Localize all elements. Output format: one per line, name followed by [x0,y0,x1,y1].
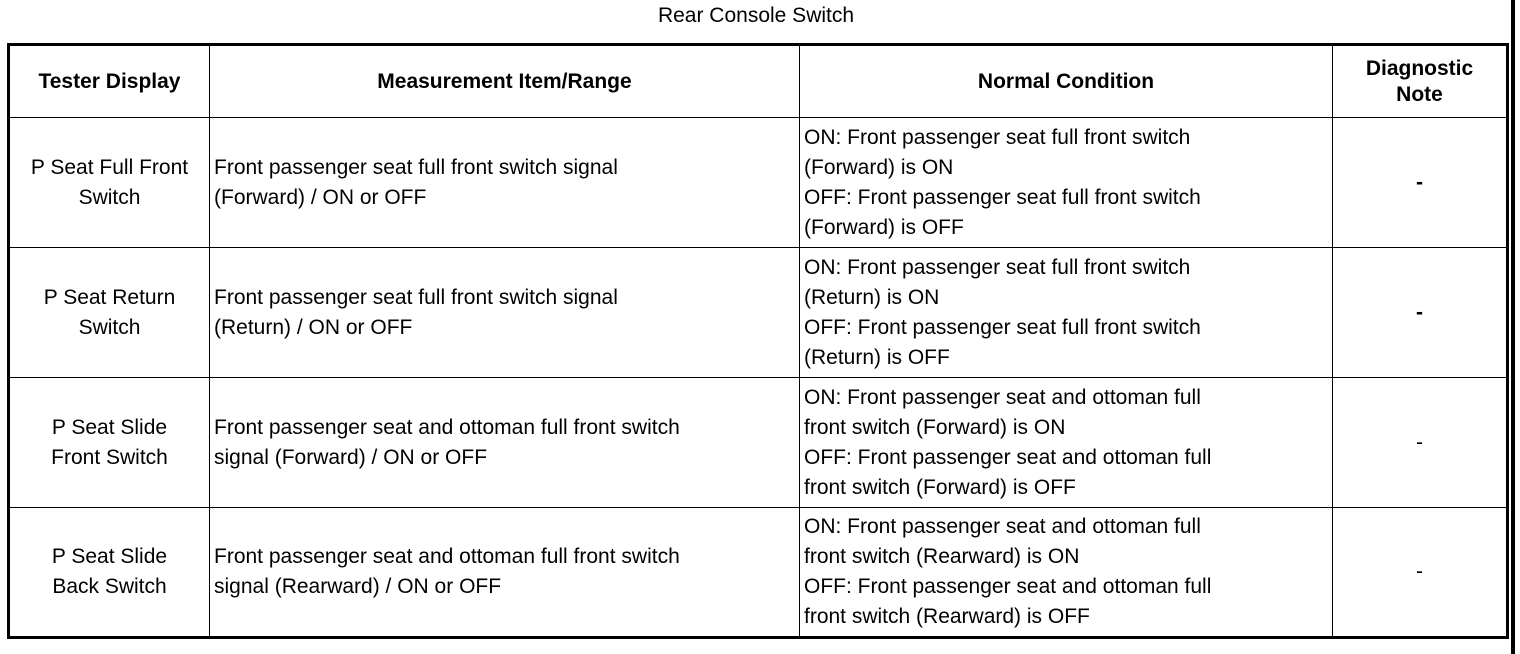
normal-condition-line: front switch (Rearward) is ON [804,545,1080,568]
measurement-cell [210,248,800,378]
measurement-line: Front passenger seat full front switch signal [214,285,618,309]
header-diagnostic-note-line-1: Diagnostic [1365,56,1474,80]
measurement-line: (Return) / ON or OFF [214,315,413,339]
normal-condition-line: ON: Front passenger seat full front switch [804,255,1191,279]
measurement-line: Front passenger seat full front switch signal [214,155,618,179]
normal-condition-cell [800,378,1333,508]
measurement-line: Front passenger seat and ottoman full front switch [214,415,680,439]
tester-display-cell [9,118,210,248]
measurement-line: (Forward) / ON or OFF [214,185,427,209]
measurement-line: Front passenger seat and ottoman full front switch [214,545,680,568]
tester-display-line: Switch [78,315,141,339]
normal-condition-cell [800,248,1333,378]
header-diagnostic-note [1333,45,1508,118]
header-normal-condition: Normal Condition [800,45,1333,118]
normal-condition-line: (Return) is OFF [804,345,950,369]
header-row [9,45,1508,118]
table-title: Rear Console Switch [657,4,855,27]
diagnostic-note-cell: - [1333,378,1508,508]
tester-display-line: Switch [78,185,141,209]
normal-condition-line: (Forward) is OFF [804,215,964,239]
tester-display-line: Front Switch [51,445,168,469]
normal-condition-line: OFF: Front passenger seat and ottoman full [804,445,1212,469]
tester-display-line: Back Switch [52,575,167,598]
normal-condition-line: ON: Front passenger seat and ottoman full [804,385,1201,409]
data-table [7,43,1509,639]
measurement-line: signal (Rearward) / ON or OFF [214,575,502,598]
measurement-cell [210,508,800,638]
measurement-line: signal (Forward) / ON or OFF [214,445,488,469]
normal-condition-line: front switch (Forward) is OFF [804,475,1076,499]
diagnostic-note-cell: - [1333,508,1508,638]
normal-condition-line: ON: Front passenger seat full front switch [804,125,1191,149]
diagnostic-note-cell: - [1333,118,1508,248]
tester-display-cell [9,508,210,638]
normal-condition-line: OFF: Front passenger seat full front switch [804,185,1201,209]
diagnostic-note-cell: - [1333,248,1508,378]
tester-display-line: P Seat Return [43,285,176,309]
normal-condition-line: ON: Front passenger seat and ottoman full [804,515,1201,538]
tester-display-line: P Seat Slide [51,545,168,568]
normal-condition-line: (Return) is ON [804,285,940,309]
tester-display-line: P Seat Slide [51,415,168,439]
table-row [9,378,1508,508]
table-row [9,118,1508,248]
tester-display-cell [9,378,210,508]
header-diagnostic-note-line-2: Note [1396,82,1443,106]
normal-condition-cell [800,118,1333,248]
measurement-cell [210,378,800,508]
normal-condition-line: front switch (Forward) is ON [804,415,1066,439]
normal-condition-line: front switch (Rearward) is OFF [804,605,1090,628]
table-row [9,248,1508,378]
page-edge-rule [1511,0,1515,654]
table-row [9,508,1508,638]
normal-condition-line: OFF: Front passenger seat and ottoman full [804,575,1212,598]
normal-condition-cell [800,508,1333,638]
header-measurement: Measurement Item/Range [210,45,800,118]
measurement-cell [210,118,800,248]
header-tester-display: Tester Display [9,45,210,118]
normal-condition-line: (Forward) is ON [804,155,954,179]
tester-display-cell [9,248,210,378]
normal-condition-line: OFF: Front passenger seat full front switch [804,315,1201,339]
tester-display-line: P Seat Full Front [30,155,189,179]
